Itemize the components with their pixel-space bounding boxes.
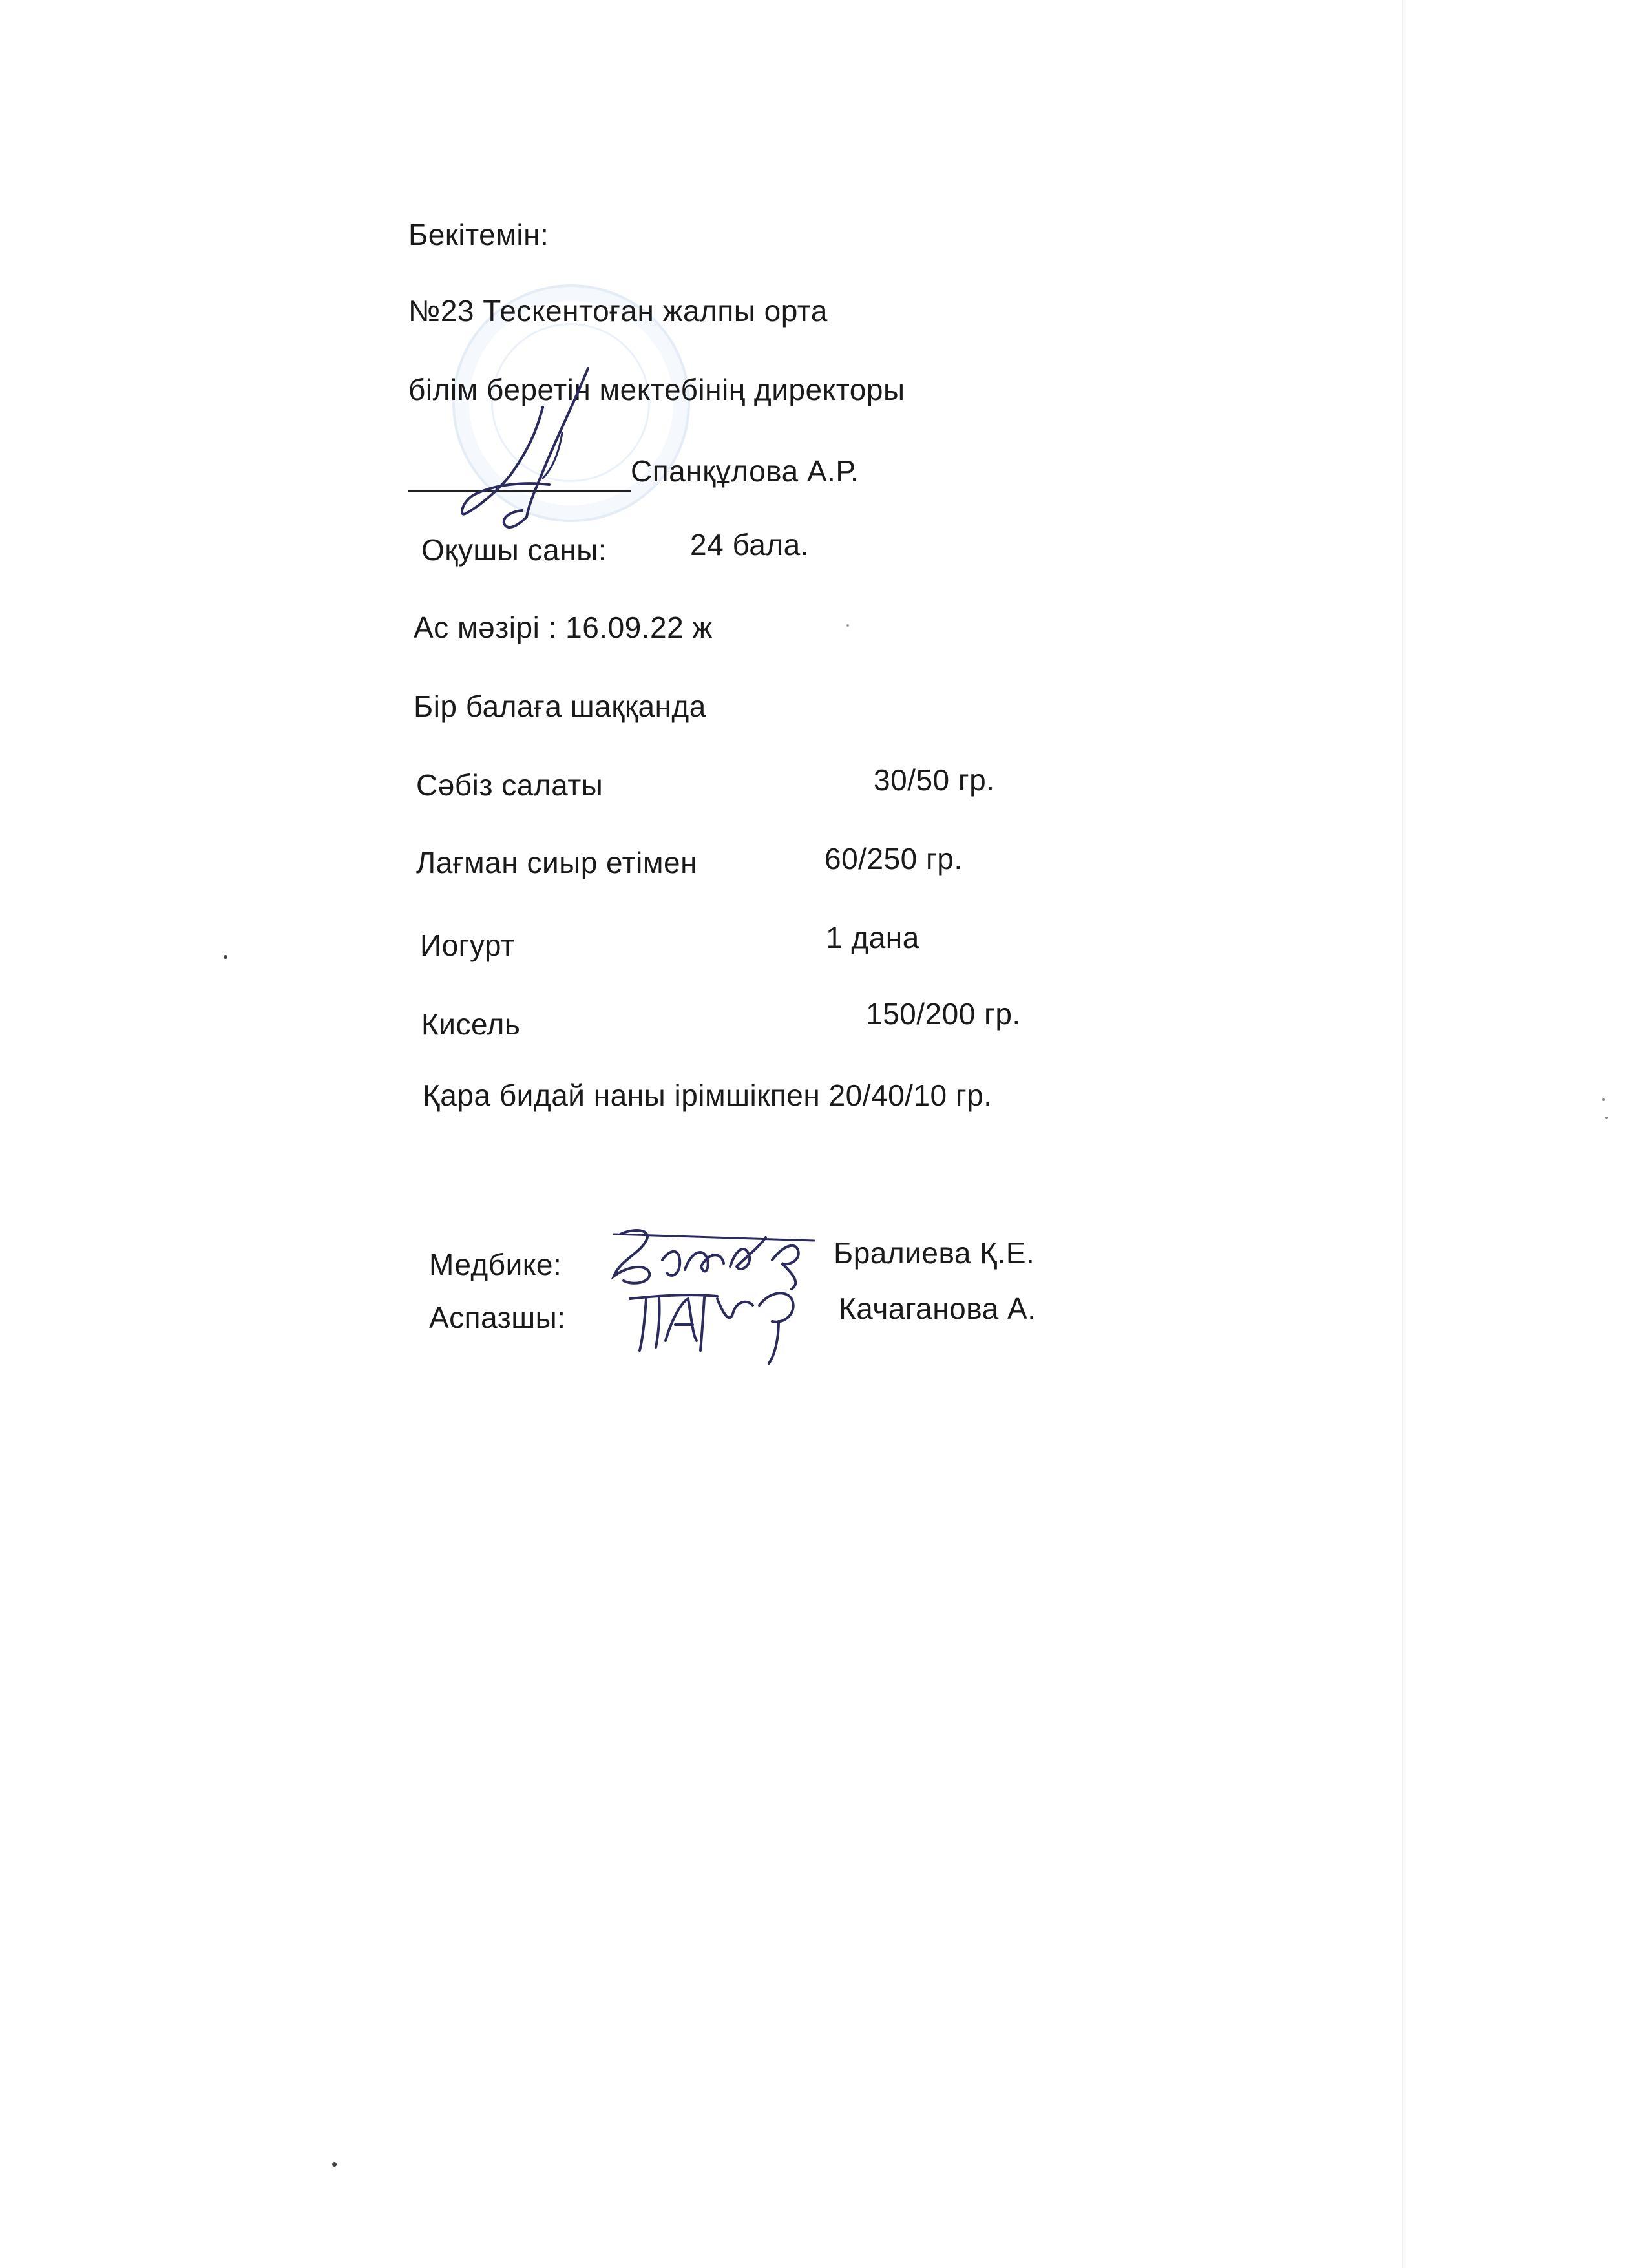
menu-item-name: Кисель bbox=[421, 1007, 521, 1041]
menu-item-name: Сәбіз салаты bbox=[416, 768, 604, 802]
school-name-line1: №23 Тескентоған жалпы орта bbox=[408, 294, 828, 328]
scan-speck bbox=[1605, 1117, 1608, 1119]
scan-speck bbox=[332, 2162, 337, 2167]
scan-edge-shadow bbox=[1402, 0, 1405, 2268]
nurse-label: Медбике: bbox=[429, 1248, 562, 1281]
scan-speck bbox=[846, 624, 849, 627]
scan-speck bbox=[1602, 1098, 1605, 1101]
per-child-heading: Бір балаға шаққанда bbox=[414, 689, 706, 723]
pupils-count-label: Оқушы саны: bbox=[421, 533, 607, 567]
pupils-count-value: 24 бала. bbox=[690, 528, 810, 562]
school-name-line2: білім беретін мектебінің директоры bbox=[408, 373, 905, 406]
cook-label: Аспазшы: bbox=[429, 1301, 566, 1334]
menu-item-amount: 30/50 гр. bbox=[874, 763, 995, 797]
menu-item-name: Қара бидай наны ірімшікпен 20/40/10 гр. bbox=[423, 1078, 993, 1112]
menu-date: Ас мәзірі : 16.09.22 ж bbox=[414, 611, 713, 644]
menu-item-name: Иогурт bbox=[420, 929, 515, 962]
approval-heading: Бекітемін: bbox=[408, 218, 549, 251]
menu-item-amount: 60/250 гр. bbox=[824, 842, 963, 876]
cook-name: Качаганова А. bbox=[839, 1292, 1036, 1325]
cook-signature-image bbox=[620, 1279, 827, 1370]
nurse-name: Бралиева Қ.Е. bbox=[834, 1236, 1035, 1270]
menu-item-name: Лағман сиыр етімен bbox=[416, 846, 698, 879]
menu-item-amount: 1 дана bbox=[826, 921, 919, 954]
scan-speck bbox=[224, 955, 227, 959]
director-name: Спанқұлова А.Р. bbox=[631, 454, 859, 488]
director-signature-image bbox=[446, 362, 627, 543]
menu-item-amount: 150/200 гр. bbox=[866, 997, 1021, 1031]
